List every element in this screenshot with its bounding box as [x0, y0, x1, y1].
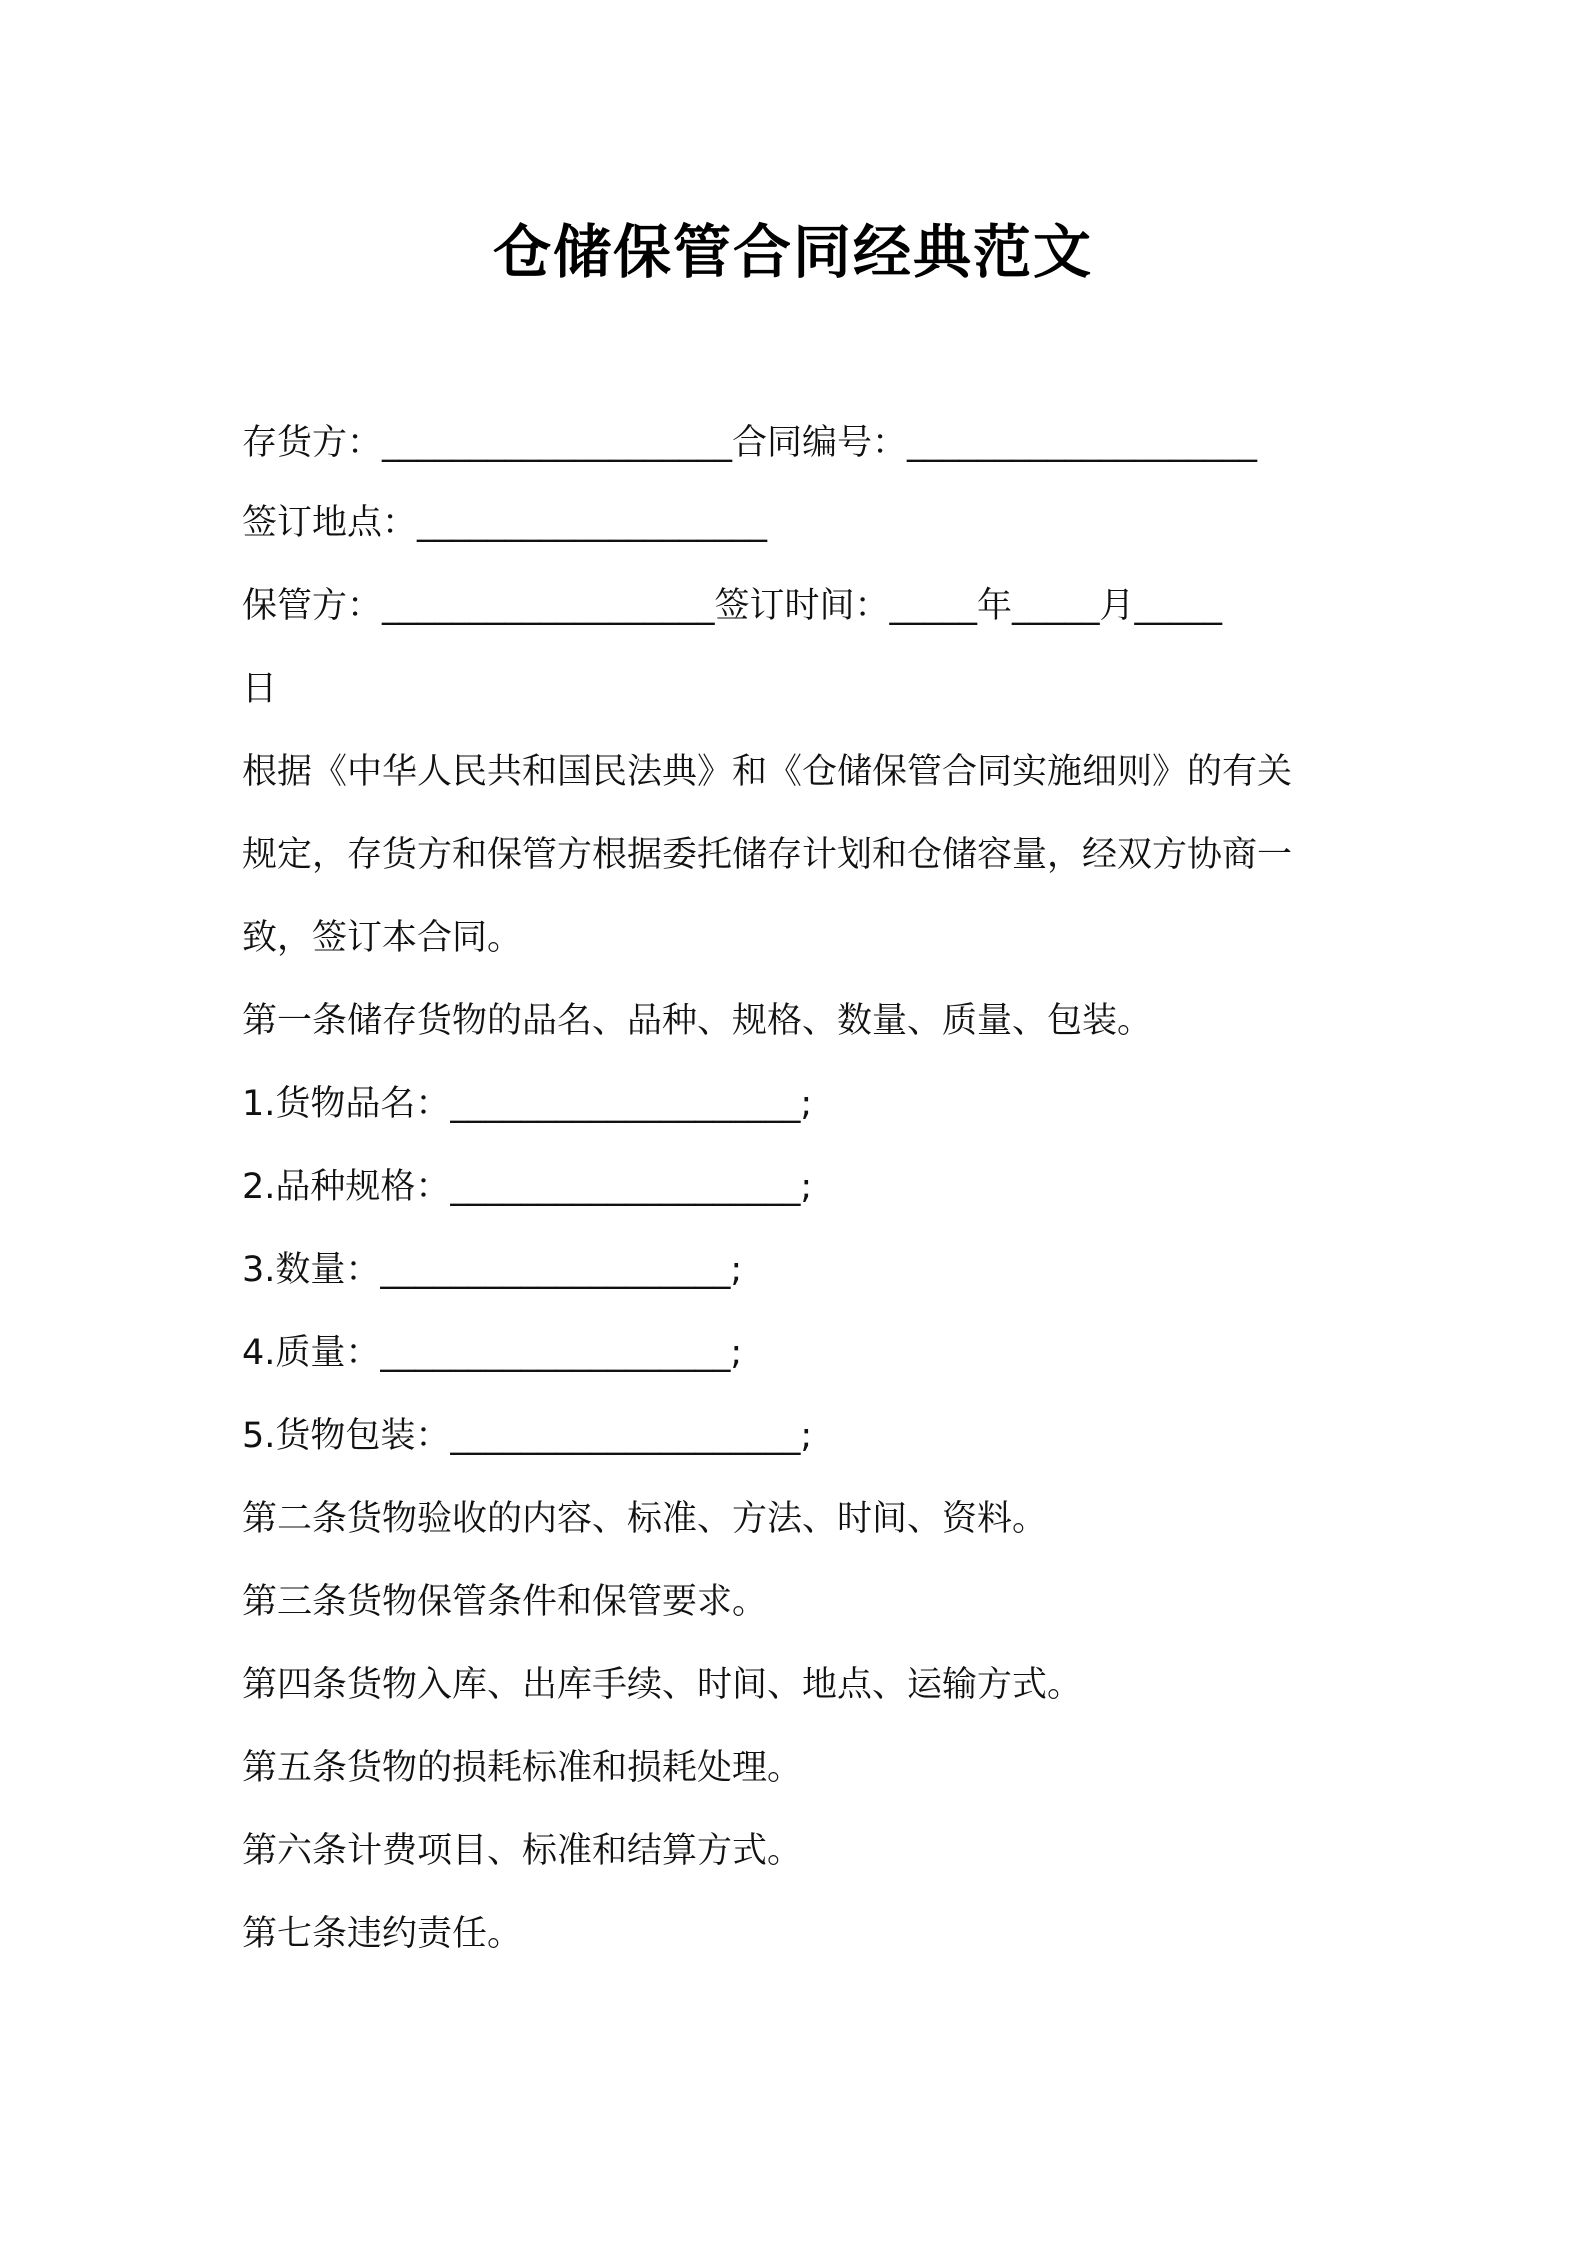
- article-6: 第六条计费项目、标准和结算方式。: [242, 1831, 803, 1871]
- field-line-signing-place: 签订地点：____________________: [242, 503, 768, 543]
- preamble-line-1: 根据《中华人民共和国民法典》和《仓储保管合同实施细则》的有关: [242, 752, 1293, 792]
- document-title: 仓储保管合同经典范文: [492, 218, 1093, 286]
- article-1-item-variety-spec: 2.品种规格：____________________;: [242, 1167, 813, 1207]
- article-1-item-packaging: 5.货物包装：____________________;: [242, 1416, 813, 1456]
- preamble-line-2: 规定，存货方和保管方根据委托储存计划和仓储容量，经双方协商一: [242, 835, 1293, 875]
- article-1-heading: 第一条储存货物的品名、品种、规格、数量、质量、包装。: [242, 1001, 1153, 1041]
- field-line-day: 日: [242, 669, 278, 709]
- article-7: 第七条违约责任。: [242, 1914, 523, 1954]
- field-line-depositor-contract-number: 存货方：____________________合同编号：____________________: [242, 423, 1258, 463]
- article-1-item-quality: 4.质量：____________________;: [242, 1333, 743, 1373]
- article-5: 第五条货物的损耗标准和损耗处理。: [242, 1748, 803, 1788]
- article-4: 第四条货物入库、出库手续、时间、地点、运输方式。: [242, 1665, 1083, 1705]
- article-3: 第三条货物保管条件和保管要求。: [242, 1582, 768, 1622]
- article-1-item-goods-name: 1.货物品名：____________________;: [242, 1084, 813, 1124]
- preamble-line-3: 致，签订本合同。: [242, 918, 523, 958]
- article-1-item-quantity: 3.数量：____________________;: [242, 1250, 743, 1290]
- field-line-keeper-signing-time: 保管方：___________________签订时间：_____年_____月_____: [242, 586, 1223, 626]
- article-2: 第二条货物验收的内容、标准、方法、时间、资料。: [242, 1499, 1048, 1539]
